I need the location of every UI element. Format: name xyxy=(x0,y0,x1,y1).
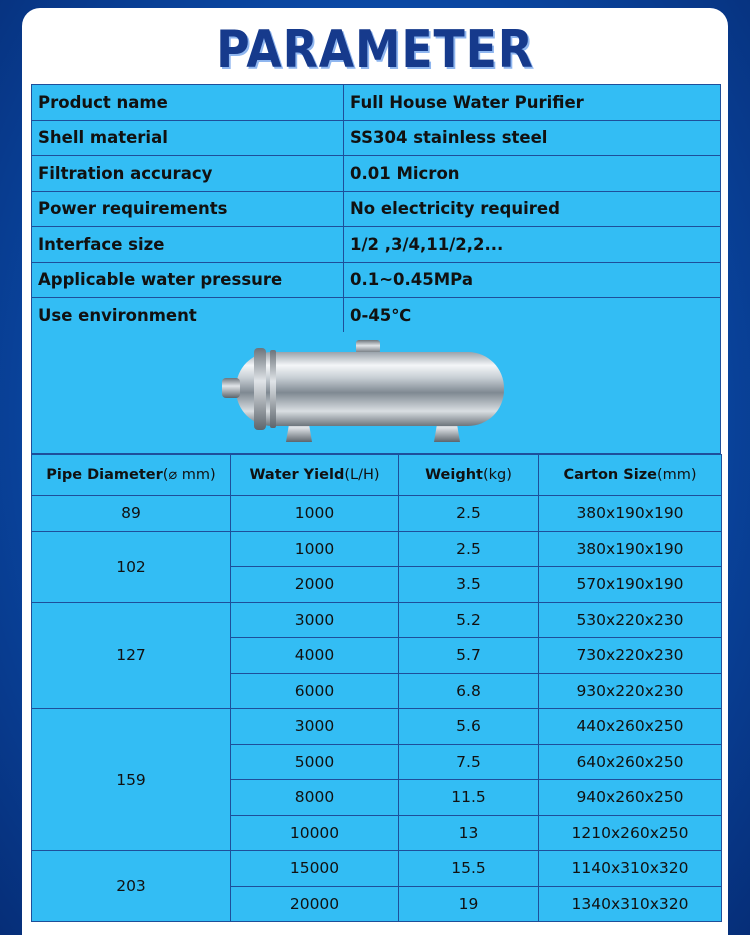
header-carton-size: Carton Size(mm) xyxy=(539,455,722,496)
spec-value: SS304 stainless steel xyxy=(344,120,721,156)
carton-size-cell: 1340x310x320 xyxy=(539,886,722,922)
weight-cell: 6.8 xyxy=(399,673,539,709)
water-yield-cell: 20000 xyxy=(231,886,399,922)
carton-size-cell: 940x260x250 xyxy=(539,780,722,816)
weight-cell: 2.5 xyxy=(399,496,539,532)
water-yield-cell: 15000 xyxy=(231,851,399,887)
water-yield-cell: 1000 xyxy=(231,496,399,532)
left-ring xyxy=(270,350,276,428)
left-clamp xyxy=(254,348,266,430)
header-water-yield: Water Yield(L/H) xyxy=(231,455,399,496)
table-row xyxy=(32,531,722,567)
carton-size-cell: 1210x260x250 xyxy=(539,815,722,851)
spec-row xyxy=(32,298,721,334)
carton-size-cell: 380x190x190 xyxy=(539,531,722,567)
spec-label: Applicable water pressure xyxy=(32,262,344,298)
carton-size-cell: 1140x310x320 xyxy=(539,851,722,887)
carton-size-cell: 930x220x230 xyxy=(539,673,722,709)
weight-cell: 2.5 xyxy=(399,531,539,567)
side-port xyxy=(222,378,240,398)
spec-row xyxy=(32,262,721,298)
carton-size-cell: 530x220x230 xyxy=(539,602,722,638)
weight-cell: 3.5 xyxy=(399,567,539,603)
table-row xyxy=(32,709,722,745)
spec-row xyxy=(32,191,721,227)
water-purifier-image xyxy=(218,338,518,450)
spec-row xyxy=(32,156,721,192)
weight-cell: 5.7 xyxy=(399,638,539,674)
pipe-diameter-cell: 102 xyxy=(32,531,231,602)
water-yield-cell: 4000 xyxy=(231,638,399,674)
table-row xyxy=(32,602,722,638)
weight-cell: 19 xyxy=(399,886,539,922)
water-yield-cell: 10000 xyxy=(231,815,399,851)
weight-cell: 13 xyxy=(399,815,539,851)
water-yield-cell: 8000 xyxy=(231,780,399,816)
spec-value: 0-45℃ xyxy=(344,298,721,334)
spec-value: 0.01 Micron xyxy=(344,156,721,192)
pipe-diameter-cell: 127 xyxy=(32,602,231,709)
weight-cell: 15.5 xyxy=(399,851,539,887)
carton-size-cell: 640x260x250 xyxy=(539,744,722,780)
table-row xyxy=(32,496,722,532)
water-yield-cell: 2000 xyxy=(231,567,399,603)
carton-size-cell: 440x260x250 xyxy=(539,709,722,745)
product-image-panel xyxy=(31,332,721,454)
water-yield-cell: 3000 xyxy=(231,602,399,638)
weight-cell: 5.6 xyxy=(399,709,539,745)
spec-row xyxy=(32,120,721,156)
spec-label: Filtration accuracy xyxy=(32,156,344,192)
top-port xyxy=(356,340,380,354)
spec-label: Power requirements xyxy=(32,191,344,227)
table-header-row xyxy=(32,455,722,496)
carton-size-cell: 730x220x230 xyxy=(539,638,722,674)
spec-value: 1/2 ,3/4,11/2,2... xyxy=(344,227,721,263)
filter-body xyxy=(236,352,504,426)
weight-cell: 7.5 xyxy=(399,744,539,780)
spec-row xyxy=(32,227,721,263)
weight-cell: 5.2 xyxy=(399,602,539,638)
spec-row xyxy=(32,85,721,121)
carton-size-cell: 570x190x190 xyxy=(539,567,722,603)
water-yield-cell: 1000 xyxy=(231,531,399,567)
header-weight: Weight(kg) xyxy=(399,455,539,496)
table-row xyxy=(32,851,722,887)
spec-table xyxy=(31,84,721,334)
spec-label: Interface size xyxy=(32,227,344,263)
spec-value: No electricity required xyxy=(344,191,721,227)
header-pipe-diameter: Pipe Diameter(⌀ mm) xyxy=(32,455,231,496)
weight-cell: 11.5 xyxy=(399,780,539,816)
pipe-diameter-cell: 203 xyxy=(32,851,231,922)
spec-label: Shell material xyxy=(32,120,344,156)
spec-value: Full House Water Purifier xyxy=(344,85,721,121)
pipe-diameter-cell: 89 xyxy=(32,496,231,532)
carton-size-cell: 380x190x190 xyxy=(539,496,722,532)
model-table xyxy=(31,454,722,922)
pipe-diameter-cell: 159 xyxy=(32,709,231,851)
water-yield-cell: 5000 xyxy=(231,744,399,780)
water-yield-cell: 6000 xyxy=(231,673,399,709)
spec-label: Use environment xyxy=(32,298,344,334)
spec-value: 0.1~0.45MPa xyxy=(344,262,721,298)
page-title: PARAMETER xyxy=(216,20,534,80)
spec-label: Product name xyxy=(32,85,344,121)
water-yield-cell: 3000 xyxy=(231,709,399,745)
